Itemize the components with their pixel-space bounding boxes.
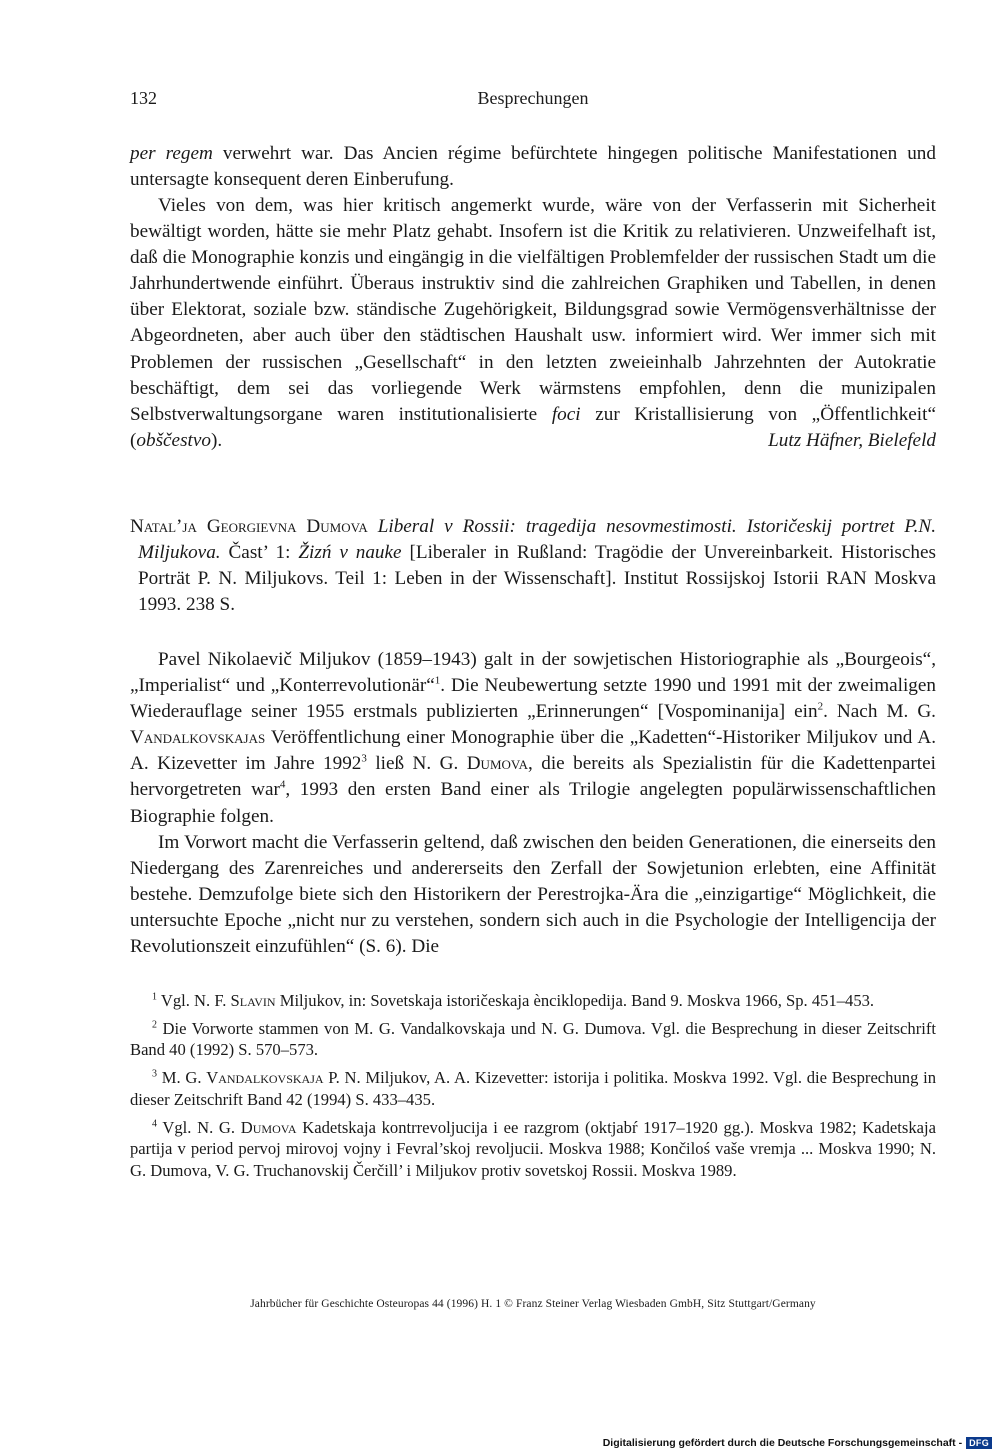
footnote-ref[interactable]: 1: [434, 674, 441, 687]
review-paragraph-1: [130, 141, 936, 193]
paragraph-text: Pavel Nikolaevič Miljukov (1859–1943) galt in der sowjetischen Historiographie als „Bourgeois“, „Imperialist“ und „Konterrevolutionär“: [130, 649, 936, 697]
author-name: Vandalkovskajas: [130, 727, 266, 749]
paragraph-text: Vieles von dem, was hier kritisch angemerkt wurde, wäre von der Verfasserin mit Sicherheit bewältigt worden, hätte sie mehr Platz gehabt. Insofern ist die Kritik zu relativieren. Unzweifelhaft ist, daß die Monographie konzis und eingängig in die vielfältigen Problemfelder der russischen Stadt um die Jahrhundertwende einführt. Überaus instruktiv sind die zahlreichen Graphiken und Tabellen, in denen über Elektorat, soziale bzw. ständische Zugehörigkeit, Bildungsgrad sowie Vermögensverhältnisse der Abgeordneten, aber auch über den städtischen Haushalt usw. informiert wird. Wer immer sich mit Problemen der russischen „Gesellschaft“ in den letzten zweieinhalb Jahrzehnten der Autokratie beschäftigt, dem sei das vorliegende Werk wärmstens empfohlen, denn die munizipalen Selbstverwaltungsorgane waren institutionalisierte: [130, 195, 936, 425]
digitization-notice: [603, 1437, 992, 1449]
footnote-number: 1: [152, 991, 157, 1003]
author-name: Dumova: [466, 753, 528, 775]
footnote-text: Miljukov, in: Sovetskaja istoričeskaja ènciklopedija. Band 9. Moskva 1966, Sp. 451–453.: [275, 991, 875, 1010]
bibliographic-entry: [130, 514, 936, 618]
journal-imprint: Jahrbücher für Geschichte Osteuropas 44 (1996) H. 1 © Franz Steiner Verlag Wiesbaden GmbH, Sitz Stuttgart/Germany: [250, 1298, 816, 1310]
footnote-number: 2: [152, 1019, 157, 1031]
footnote-2: [130, 1018, 936, 1061]
paragraph-text: Veröffentlichung einer Monographie über die „Kadetten“-Historiker Miljukov und A. A. Kizevetter im Jahre 1992: [130, 727, 936, 775]
review-paragraph-2: [130, 193, 936, 454]
review-paragraph-4: [130, 830, 936, 960]
paragraph-text: . Nach M. G.: [823, 701, 936, 723]
book-details: [Liberaler in Rußland: Tragödie der Unvereinbarkeit. Historisches Porträt P. N. Miljukovs. Teil 1: Leben in der Wissenschaft]. Institut Rossijskoj Istorii RAN Moskva 1993. 238 S.: [138, 542, 936, 616]
author-name: Vandalkovskaja: [206, 1068, 324, 1088]
italic-term: foci: [551, 403, 581, 425]
running-head: [130, 88, 936, 114]
footnote-ref[interactable]: 2: [817, 700, 824, 713]
footnote-text: Kadetskaja kontrrevoljucija i ee razgrom (oktjabŕ 1917–1920 gg.). Moskva 1982; Kadetskaja partija v period pervoj mirovoj vojny i Fevral’skoj revoljucii. Moskva 1988; Končiloś vaše vremja ... Moskva 1990; N. G. Dumova, V. G. Truchanovskij Čerčill’ i Miljukov protiv sovetskoj Rossii. Moskva 1989.: [130, 1117, 936, 1180]
footnote-number: 4: [152, 1117, 157, 1129]
italic-phrase: per regem: [130, 143, 213, 164]
author-name: Slavin: [230, 991, 276, 1010]
author-name: Dumova: [240, 1117, 297, 1137]
footnote-text: M. G.: [161, 1068, 207, 1088]
footnote-ref[interactable]: 4: [279, 779, 286, 792]
running-title: Besprechungen: [477, 88, 589, 108]
paragraph-text: verwehrt war. Das Ancien régime befürchtete hingegen politische Manifestationen und untersagte konsequent deren Einberufung.: [130, 143, 936, 191]
dfg-logo: DFG: [966, 1437, 992, 1449]
footnote-text: Die Vorworte stammen von M. G. Vandalkovskaja und N. G. Dumova. Vgl. die Besprechung in dieser Zeitschrift Band 40 (1992) S. 570–573.: [130, 1018, 936, 1060]
paragraph-text: zur Kristallisierung von „Öffentlichkeit“ (: [130, 403, 936, 451]
book-part: Čast’ 1:: [220, 542, 299, 564]
review-paragraph-3: [130, 647, 936, 830]
paragraph-text: , die bereits als Spezialistin für die Kadettenpartei hervorgetreten war: [130, 753, 936, 801]
paragraph-text: , 1993 den ersten Band einer als Trilogie angelegten populärwissenschaftlichen Biographie folgen.: [130, 779, 936, 827]
footnote-text: Vgl. N. G.: [162, 1117, 241, 1137]
italic-term: obščestvo: [136, 429, 211, 451]
footnote-1: [130, 990, 936, 1012]
page-number: 132: [130, 88, 157, 108]
paragraph-text: Im Vorwort macht die Verfasserin geltend, daß zwischen den beiden Generationen, die einerseits den Niedergang des Zarenreiches und andererseits den Zerfall der Sowjetunion erlebten, eine Affinität bestehe. Demzufolge biete sich den Historikern der Perestrojka-Ära die „einzigartige“ Möglichkeit, die untersuchte Epoche „nicht nur zu verstehen, sondern sich auch in die Psychologie der Intelligencija der Revolutionszeit einzufühlen“ (S. 6). Die: [130, 832, 936, 958]
footnote-ref[interactable]: 3: [361, 752, 367, 765]
footnote-text: Vgl. N. F.: [160, 991, 231, 1010]
paragraph-text: ließ N. G.: [366, 753, 467, 775]
reviewer-signature: Lutz Häfner, Bielefeld: [768, 429, 936, 451]
paragraph-text: ).: [211, 429, 223, 451]
paragraph-text: . Die Neubewertung setzte 1990 und 1991 mit der zweimaligen Wiederauflage seiner 1955 erstmals publizierten „Erinnerungen“ [Vospominanija] ein: [130, 675, 936, 723]
footnote-number: 3: [152, 1068, 157, 1080]
footnote-4: [130, 1117, 936, 1182]
book-subtitle: Žizń v nauke: [298, 542, 402, 564]
footnotes: [130, 990, 936, 1188]
footnote-text: P. N. Miljukov, A. A. Kizevetter: istorija i politika. Moskva 1992. Vgl. die Besprechung in dieser Zeitschrift Band 42 (1994) S. 433–435.: [130, 1068, 936, 1109]
footnote-3: [130, 1067, 936, 1110]
book-title: Liberal v Rossii: tragedija nesovmestimosti. Istoričeskij portret P.N. Miljukova.: [138, 516, 937, 564]
book-author: Natal’ja Georgievna Dumova: [130, 516, 368, 537]
digitization-text: Digitalisierung gefördert durch die Deutsche Forschungsgemeinschaft -: [602, 1437, 963, 1449]
